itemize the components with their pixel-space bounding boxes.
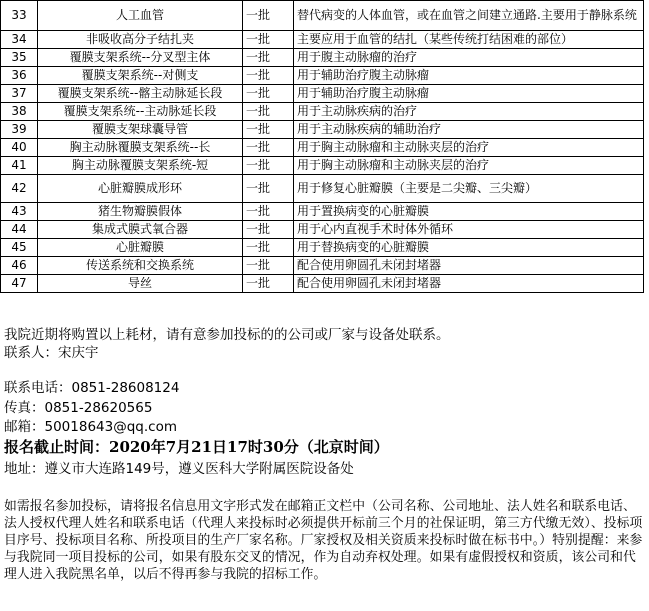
item-usage: 用于胸主动脉瘤和主动脉夹层的治疗 — [294, 139, 644, 157]
item-usage: 用于心内直视手术时体外循环 — [294, 221, 644, 239]
item-name: 心脏瓣膜成形环 — [38, 175, 243, 203]
table-row — [1, 31, 644, 49]
item-name: 覆膜支架系统--髂主动脉延长段 — [38, 85, 243, 103]
item-name: 覆膜支架系统--主动脉延长段 — [38, 103, 243, 121]
row-number: 41 — [1, 157, 38, 175]
batch-qty: 一批 — [243, 257, 294, 275]
row-number: 39 — [1, 121, 38, 139]
batch-qty: 一批 — [243, 31, 294, 49]
item-name: 非吸收高分子结扎夹 — [38, 31, 243, 49]
item-name: 覆膜支架系统--分叉型主体 — [38, 49, 243, 67]
batch-qty: 一批 — [243, 157, 294, 175]
item-usage: 用于辅助治疗腹主动脉瘤 — [294, 67, 644, 85]
batch-qty: 一批 — [243, 275, 294, 293]
table-row — [1, 139, 644, 157]
item-usage: 用于主动脉疾病的辅助治疗 — [294, 121, 644, 139]
batch-qty: 一批 — [243, 85, 294, 103]
item-usage: 用于胸主动脉瘤和主动脉夹层的治疗 — [294, 157, 644, 175]
table-row — [1, 275, 644, 293]
item-usage: 用于修复心脏瓣膜（主要是二尖瓣、三尖瓣） — [294, 175, 644, 203]
batch-qty: 一批 — [243, 203, 294, 221]
table-row — [1, 121, 644, 139]
row-number: 36 — [1, 67, 38, 85]
row-number: 38 — [1, 103, 38, 121]
address-text: 地址：遵义市大连路149号，遵义医科大学附属医院设备处 — [4, 461, 354, 477]
table-row — [1, 239, 644, 257]
registration-deadline: 报名截止时间：2020年7月21日17时30分（北京时间） — [4, 438, 389, 456]
email-address: 邮箱：50018643@qq.com — [4, 419, 177, 435]
item-name: 心脏瓣膜 — [38, 239, 243, 257]
contact-person: 联系人：宋庆宇 — [4, 345, 99, 361]
table-row — [1, 1, 644, 31]
item-usage: 主要应用于血管的结扎（某些传统打结困难的部位） — [294, 31, 644, 49]
intro-text: 我院近期将购置以上耗材，请有意参加投标的的公司或厂家与设备处联系。 — [4, 327, 450, 343]
row-number: 35 — [1, 49, 38, 67]
item-name: 人工血管 — [38, 1, 243, 31]
contact-phone: 联系电话：0851-28608124 — [4, 380, 180, 396]
item-name: 覆膜支架球囊导管 — [38, 121, 243, 139]
item-usage: 替代病变的人体血管，或在血管之间建立通路.主要用于静脉系统 — [294, 1, 644, 31]
row-number: 40 — [1, 139, 38, 157]
item-name: 集成式膜式氧合器 — [38, 221, 243, 239]
batch-qty: 一批 — [243, 1, 294, 31]
row-number: 43 — [1, 203, 38, 221]
row-number: 44 — [1, 221, 38, 239]
table-row — [1, 85, 644, 103]
table-row — [1, 103, 644, 121]
item-name: 导丝 — [38, 275, 243, 293]
row-number: 33 — [1, 1, 38, 31]
fax-number: 传真：0851-28620565 — [4, 400, 153, 416]
row-number: 42 — [1, 175, 38, 203]
table-row — [1, 257, 644, 275]
item-usage: 配合使用卵圆孔未闭封堵器 — [294, 275, 644, 293]
item-name: 猪生物瓣膜假体 — [38, 203, 243, 221]
row-number: 46 — [1, 257, 38, 275]
item-usage: 用于替换病变的心脏瓣膜 — [294, 239, 644, 257]
batch-qty: 一批 — [243, 221, 294, 239]
table-row — [1, 203, 644, 221]
batch-qty: 一批 — [243, 175, 294, 203]
equipment-table — [0, 0, 644, 293]
table-row — [1, 157, 644, 175]
row-number: 34 — [1, 31, 38, 49]
item-name: 胸主动脉覆膜支架系统-短 — [38, 157, 243, 175]
item-usage: 用于主动脉疾病的治疗 — [294, 103, 644, 121]
batch-qty: 一批 — [243, 103, 294, 121]
item-usage: 用于置换病变的心脏瓣膜 — [294, 203, 644, 221]
batch-qty: 一批 — [243, 139, 294, 157]
item-usage: 配合使用卵圆孔未闭封堵器 — [294, 257, 644, 275]
table-row — [1, 175, 644, 203]
table-row — [1, 49, 644, 67]
row-number: 47 — [1, 275, 38, 293]
instructions-paragraph: 如需报名参加投标，请将报名信息用文字形式发在邮箱正文栏中（公司名称、公司地址、法人姓名和联系电话、法人授权代理人姓名和联系电话（代理人来投标时必须提供开标前三个月的社保证明，第三方代缴无效）、投标项目序号、投标项目名称、所投项目的生产厂家名称。厂家授权及相关资质来投标时做在标书中。）特别提醒：来参与我院同一项目投标的公司，如果有股东交叉的情况，作为自动弃权处理。如果有虚假授权和资质，该公司和代理人进入我院黑名单，以后不得再参与我院的招标工作。 — [4, 499, 643, 582]
table-row — [1, 67, 644, 85]
batch-qty: 一批 — [243, 49, 294, 67]
item-name: 传送系统和交换系统 — [38, 257, 243, 275]
batch-qty: 一批 — [243, 121, 294, 139]
row-number: 45 — [1, 239, 38, 257]
item-name: 覆膜支架系统--对侧支 — [38, 67, 243, 85]
batch-qty: 一批 — [243, 239, 294, 257]
item-name: 胸主动脉覆膜支架系统--长 — [38, 139, 243, 157]
table-row — [1, 221, 644, 239]
row-number: 37 — [1, 85, 38, 103]
item-usage: 用于腹主动脉瘤的治疗 — [294, 49, 644, 67]
batch-qty: 一批 — [243, 67, 294, 85]
item-usage: 用于辅助治疗腹主动脉瘤 — [294, 85, 644, 103]
